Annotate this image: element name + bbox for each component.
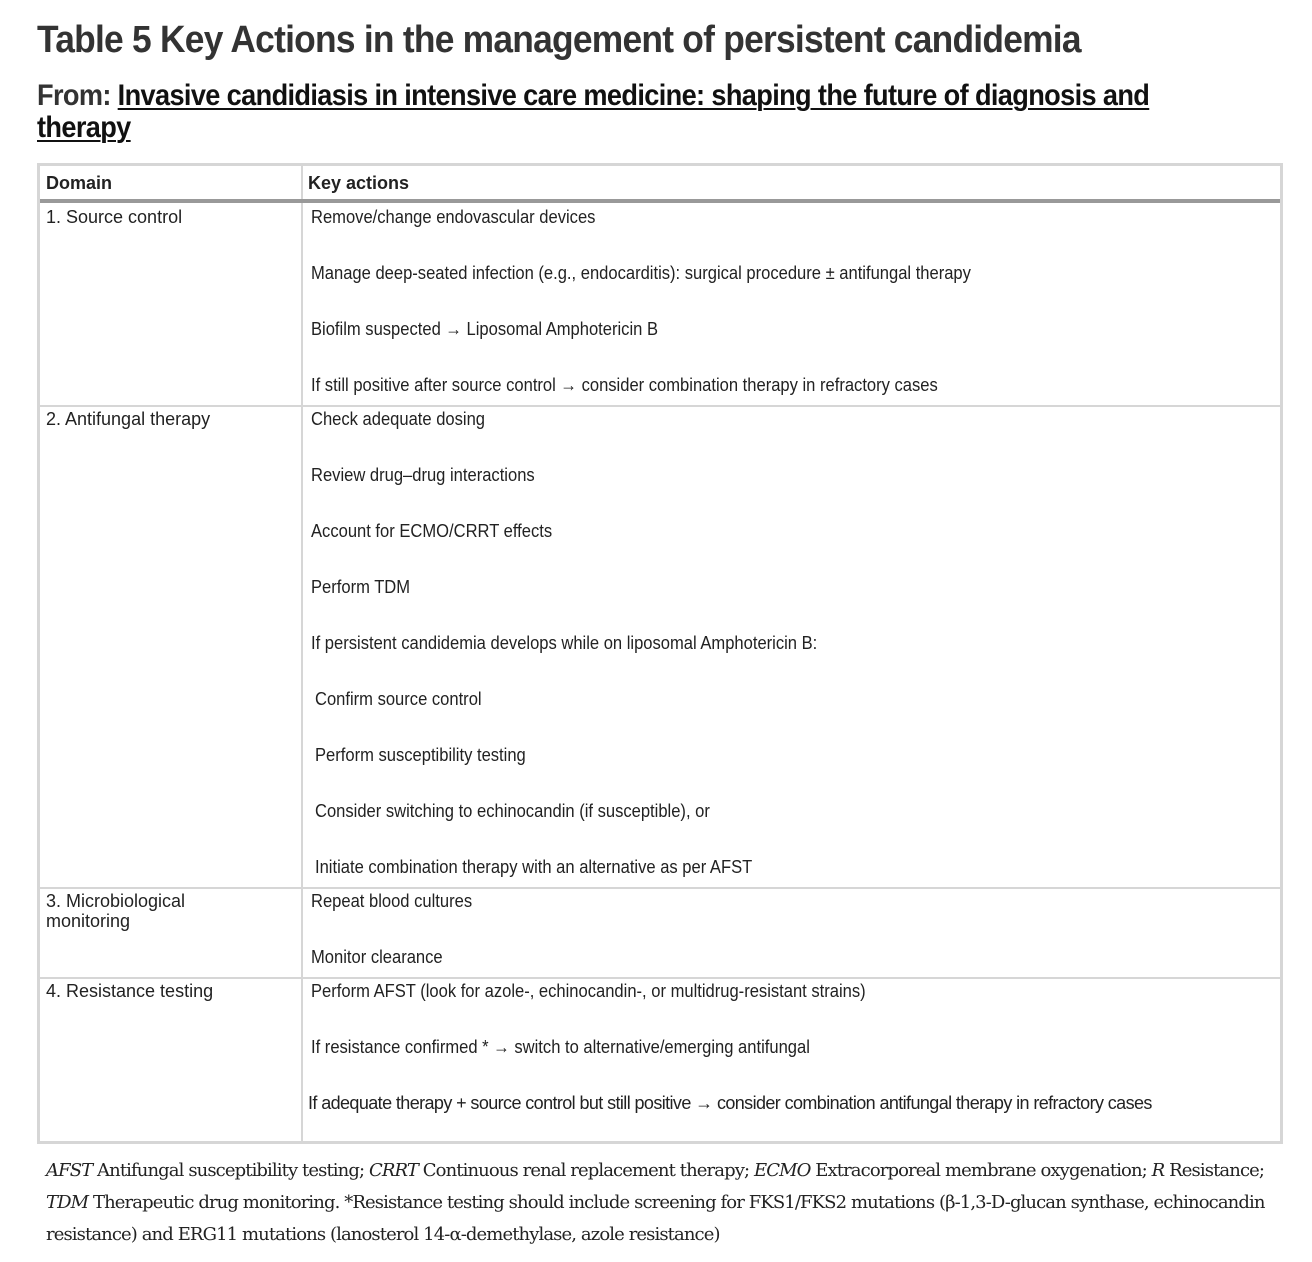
table-row bbox=[40, 407, 1280, 887]
action-item: Review drug–drug interactions bbox=[311, 465, 535, 485]
table-row bbox=[40, 205, 1280, 406]
action-item: If still positive after source control → consider combination therapy in refractory cases bbox=[311, 375, 938, 395]
abbr-definition: Therapeutic drug monitoring. bbox=[88, 1192, 345, 1213]
action-item: If adequate therapy + source control but still positive → consider combination antifungal therapy in refractory cases bbox=[308, 1093, 1152, 1113]
abbr-definition: Extracorporeal membrane oxygenation; bbox=[810, 1160, 1152, 1181]
abbr-definition: Continuous renal replacement therapy; bbox=[417, 1160, 754, 1181]
abbr-term: TDM bbox=[46, 1192, 89, 1213]
header-key-actions: Key actions bbox=[308, 173, 410, 193]
table-row bbox=[40, 889, 1280, 977]
abbr-term: CRRT bbox=[368, 1160, 418, 1181]
abbr-definition: Antifungal susceptibility testing; bbox=[92, 1160, 369, 1181]
action-subitem: Initiate combination therapy with an alternative as per AFST bbox=[315, 857, 753, 877]
domain-cell: 2. Antifungal therapy bbox=[46, 409, 211, 429]
action-subitem: Consider switching to echinocandin (if susceptible), or bbox=[315, 801, 710, 821]
domain-cell: 4. Resistance testing bbox=[46, 981, 214, 1001]
action-item: Check adequate dosing bbox=[311, 409, 486, 429]
table-row bbox=[40, 979, 1280, 1141]
action-item: Account for ECMO/CRRT effects bbox=[311, 521, 553, 541]
action-item: Remove/change endovascular devices bbox=[311, 207, 596, 227]
abbr-term: AFST bbox=[46, 1160, 93, 1181]
resistance-note: *Resistance testing should include screening for FKS1/FKS2 mutations (β-1,3-D-glucan synthase, echinocandin resistance) and ERG11 mutations (lanosterol 14-α-demethylase, azole resistance) bbox=[46, 1192, 1265, 1245]
action-item: Perform AFST (look for azole-, echinocandin-, or multidrug-resistant strains) bbox=[311, 981, 866, 1001]
abbr-term: R bbox=[1151, 1160, 1165, 1181]
action-item: Perform TDM bbox=[311, 577, 411, 597]
table-footnote bbox=[46, 1155, 1286, 1251]
action-item: If persistent candidemia develops while on liposomal Amphotericin B: bbox=[311, 633, 818, 653]
header-domain: Domain bbox=[46, 173, 113, 193]
abbr-term: ECMO bbox=[753, 1160, 811, 1181]
source-prefix: From: bbox=[37, 79, 118, 112]
table-title: Table 5 Key Actions in the management of persistent candidemia bbox=[37, 19, 1081, 61]
action-item: Biofilm suspected → Liposomal Amphotericin B bbox=[311, 319, 659, 339]
table-header bbox=[40, 166, 1280, 203]
domain-cell: 1. Source control bbox=[46, 207, 183, 227]
actions-cell bbox=[311, 409, 1271, 913]
action-subitem: Confirm source control bbox=[315, 689, 482, 709]
action-item: Repeat blood cultures bbox=[311, 891, 473, 911]
domain-cell: 3. Microbiological monitoring bbox=[46, 891, 186, 931]
action-item: Monitor clearance bbox=[311, 947, 443, 967]
actions-cell bbox=[311, 207, 1271, 431]
action-subitem: Perform susceptibility testing bbox=[315, 745, 526, 765]
key-actions-table bbox=[37, 163, 1283, 1144]
abbr-definition: Resistance; bbox=[1164, 1160, 1265, 1181]
source-line bbox=[37, 80, 1214, 144]
article-link[interactable]: Invasive candidiasis in intensive care medicine: shaping the future of diagnosis and therapy bbox=[37, 79, 1150, 144]
action-item: Manage deep-seated infection (e.g., endocarditis): surgical procedure ± antifungal therapy bbox=[311, 263, 971, 283]
action-item: If resistance confirmed * → switch to alternative/emerging antifungal bbox=[311, 1037, 810, 1057]
actions-cell bbox=[308, 981, 1271, 1113]
